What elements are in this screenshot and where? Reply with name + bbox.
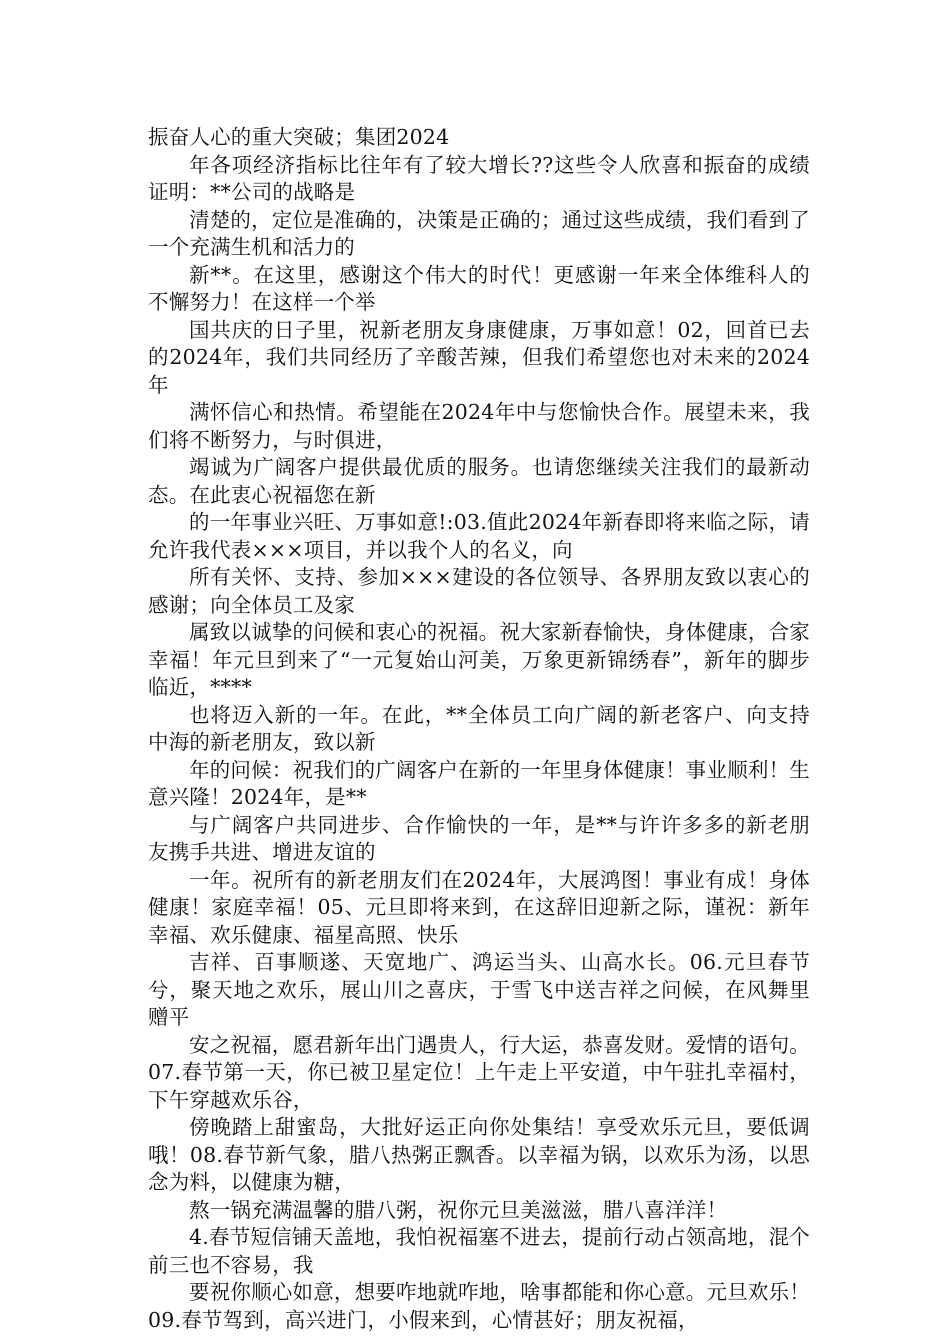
paragraph: 吉祥、百事顺遂、天宽地广、鸿运当头、山高水长。06.元旦春节兮，聚天地之欢乐，展山川之喜庆，于雪飞中送吉祥之问候，在风舞里赠平 bbox=[148, 950, 810, 1029]
paragraph: 安之祝福，愿君新年出门遇贵人，行大运，恭喜发财。爱情的语句。07.春节第一天，你已被卫星定位！上午走上平安道，中午驻扎幸福村，下午穿越欢乐谷， bbox=[148, 1032, 810, 1112]
paragraph: 的一年事业兴旺、万事如意!:03.值此2024年新春即将来临之际，请允许我代表×××项目，并以我个人的名义，向 bbox=[148, 510, 810, 562]
paragraph: 清楚的，定位是准确的，决策是正确的；通过这些成绩，我们看到了一个充满生机和活力的 bbox=[148, 207, 810, 259]
paragraph: 满怀信心和热情。希望能在2024年中与您愉快合作。展望未来，我们将不断努力，与时俱进， bbox=[148, 400, 810, 452]
paragraph: 要祝你顺心如意，想要咋地就咋地，啥事都能和你心意。元旦欢乐！09.春节驾到，高兴进门，小假来到，心情甚好；朋友祝福， bbox=[148, 1280, 810, 1332]
paragraph: 一年。祝所有的新老朋友们在2024年，大展鸿图！事业有成！身体健康！家庭幸福！05、元旦即将来到，在这辞旧迎新之际，谨祝：新年幸福、欢乐健康、福星高照、快乐 bbox=[148, 867, 810, 947]
paragraph: 年各项经济指标比往年有了较大增长??这些令人欣喜和振奋的成绩证明：**公司的战略是 bbox=[148, 152, 810, 204]
paragraph: 竭诚为广阔客户提供最优质的服务。也请您继续关注我们的最新动态。在此衷心祝福您在新 bbox=[148, 455, 810, 507]
paragraph: 熬一锅充满温馨的腊八粥，祝你元旦美滋滋，腊八喜洋洋！ bbox=[189, 1197, 728, 1222]
paragraph: 年的问候：祝我们的广阔客户在新的一年里身体健康！事业顺利！生意兴隆！2024年，是** bbox=[148, 757, 810, 809]
paragraph: 新**。在这里，感谢这个伟大的时代！更感谢一年来全体维科人的不懈努力！在这样一个举 bbox=[148, 262, 810, 314]
paragraph: 与广阔客户共同进步、合作愉快的一年，是**与许许多多的新老朋友携手共进、增进友谊的 bbox=[148, 812, 810, 864]
paragraph: 振奋人心的重大突破；集团2024 bbox=[148, 125, 450, 149]
paragraph: 所有关怀、支持、参加×××建设的各位领导、各界朋友致以衷心的感谢；向全体员工及家 bbox=[148, 565, 810, 617]
paragraph: 傍晚踏上甜蜜岛，大批好运正向你处集结！享受欢乐元旦，要低调哦！08.春节新气象，腊八热粥正飘香。以幸福为锅，以欢乐为汤，以思念为料，以健康为糖， bbox=[148, 1115, 810, 1194]
paragraph: 4.春节短信铺天盖地，我怕祝福塞不进去，提前行动占领高地，混个前三也不容易，我 bbox=[148, 1225, 810, 1277]
paragraph: 属致以诚挚的问候和衷心的祝福。祝大家新春愉快，身体健康，合家幸福！年元旦到来了“一元复始山河美，万象更新锦绣春”，新年的脚步临近，**** bbox=[148, 620, 810, 699]
paragraph: 也将迈入新的一年。在此，**全体员工向广阔的新老客户、向支持中海的新老朋友，致以新 bbox=[148, 702, 810, 754]
document-body bbox=[148, 124, 810, 1334]
paragraph: 国共庆的日子里，祝新老朋友身康健康，万事如意！02，回首已去的2024年，我们共同经历了辛酸苦辣，但我们希望您也对未来的2024年 bbox=[148, 317, 810, 397]
